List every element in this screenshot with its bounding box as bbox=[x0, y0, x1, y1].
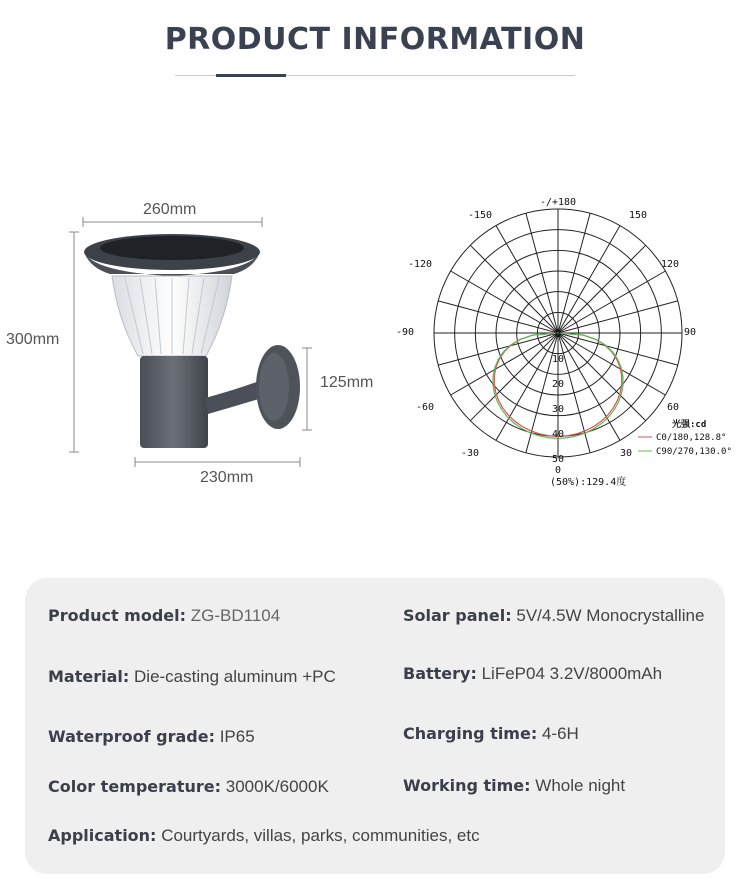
polar-spoke bbox=[496, 226, 558, 333]
polar-radial-label: 40 bbox=[551, 429, 565, 440]
spec-key: Material: bbox=[48, 667, 130, 686]
polar-unit-label: 光强:cd bbox=[672, 420, 707, 430]
polar-angle-label: 120 bbox=[660, 259, 680, 270]
spec-key: Battery: bbox=[403, 664, 477, 683]
polar-spoke bbox=[558, 226, 620, 333]
polar-radial-label: 0 bbox=[554, 329, 562, 340]
spec-value: 5V/4.5W Monocrystalline bbox=[516, 606, 705, 625]
page-title: PRODUCT INFORMATION bbox=[164, 22, 586, 57]
dimension-height: 300mm bbox=[6, 331, 60, 348]
polar-angle-label: -90 bbox=[395, 327, 415, 338]
light-distribution-polar-diagram bbox=[395, 190, 750, 500]
legend-c90: C90/270,130.0° bbox=[656, 447, 732, 457]
spec-working-time bbox=[403, 776, 625, 796]
spec-charging bbox=[403, 724, 579, 744]
spec-key: Application: bbox=[48, 826, 157, 845]
polar-angle-label: -120 bbox=[407, 259, 433, 270]
spec-value: IP65 bbox=[219, 727, 255, 746]
spec-value: 3000K/6000K bbox=[225, 777, 329, 796]
polar-radial-label: 30 bbox=[551, 404, 565, 415]
polar-spoke bbox=[558, 271, 665, 333]
polar-spoke bbox=[470, 333, 558, 421]
spec-value: Courtyards, villas, parks, communities, etc bbox=[161, 826, 480, 845]
polar-footer: (50%):129.4度 bbox=[550, 477, 627, 488]
polar-spoke bbox=[451, 333, 558, 395]
spec-value: Whole night bbox=[535, 776, 626, 795]
spec-battery bbox=[403, 664, 662, 684]
spec-value: LiFeP04 3.2V/8000mAh bbox=[481, 664, 663, 683]
spec-value: 4-6H bbox=[541, 724, 579, 743]
title-accent-bar bbox=[216, 74, 286, 77]
spec-key: Charging time: bbox=[403, 724, 538, 743]
spec-key: Waterproof grade: bbox=[48, 727, 215, 746]
dimension-bracket-height: 125mm bbox=[320, 374, 374, 391]
polar-spoke bbox=[451, 271, 558, 333]
polar-radial-label: 50 bbox=[551, 454, 565, 465]
polar-angle-label: 30 bbox=[619, 448, 633, 459]
polar-spoke bbox=[470, 245, 558, 333]
spec-waterproof bbox=[48, 727, 255, 747]
dimension-top-width: 260mm bbox=[143, 201, 197, 218]
polar-radial-label: 20 bbox=[551, 379, 565, 390]
polar-spoke bbox=[558, 333, 620, 440]
polar-angle-label: 90 bbox=[683, 327, 697, 338]
polar-angle-label: 60 bbox=[666, 402, 680, 413]
polar-top-label: -/+180 bbox=[539, 197, 577, 208]
spec-application bbox=[48, 826, 480, 846]
polar-angle-label: -150 bbox=[467, 210, 493, 221]
spec-key: Color temperature: bbox=[48, 777, 222, 796]
spec-value: Die-casting aluminum +PC bbox=[134, 667, 336, 686]
polar-angle-label: -30 bbox=[460, 448, 480, 459]
spec-key: Product model: bbox=[48, 606, 187, 625]
spec-key: Solar panel: bbox=[403, 606, 512, 625]
spec-value: ZG-BD1104 bbox=[190, 606, 281, 625]
polar-spoke bbox=[558, 333, 646, 421]
polar-angle-label: 150 bbox=[628, 210, 648, 221]
polar-angle-label: -60 bbox=[415, 402, 435, 413]
polar-angle-label: 0 bbox=[554, 465, 562, 476]
legend-c0: C0/180,128.8° bbox=[656, 433, 727, 443]
spec-product-model bbox=[48, 606, 280, 626]
spec-material bbox=[48, 667, 336, 687]
polar-spoke bbox=[496, 333, 558, 440]
spec-key: Working time: bbox=[403, 776, 531, 795]
spec-color-temperature bbox=[48, 777, 329, 797]
polar-radial-label: 10 bbox=[551, 354, 565, 365]
polar-spoke bbox=[558, 333, 665, 395]
dimension-depth: 230mm bbox=[200, 469, 254, 486]
polar-spoke bbox=[558, 245, 646, 333]
spec-solar-panel bbox=[403, 606, 704, 626]
